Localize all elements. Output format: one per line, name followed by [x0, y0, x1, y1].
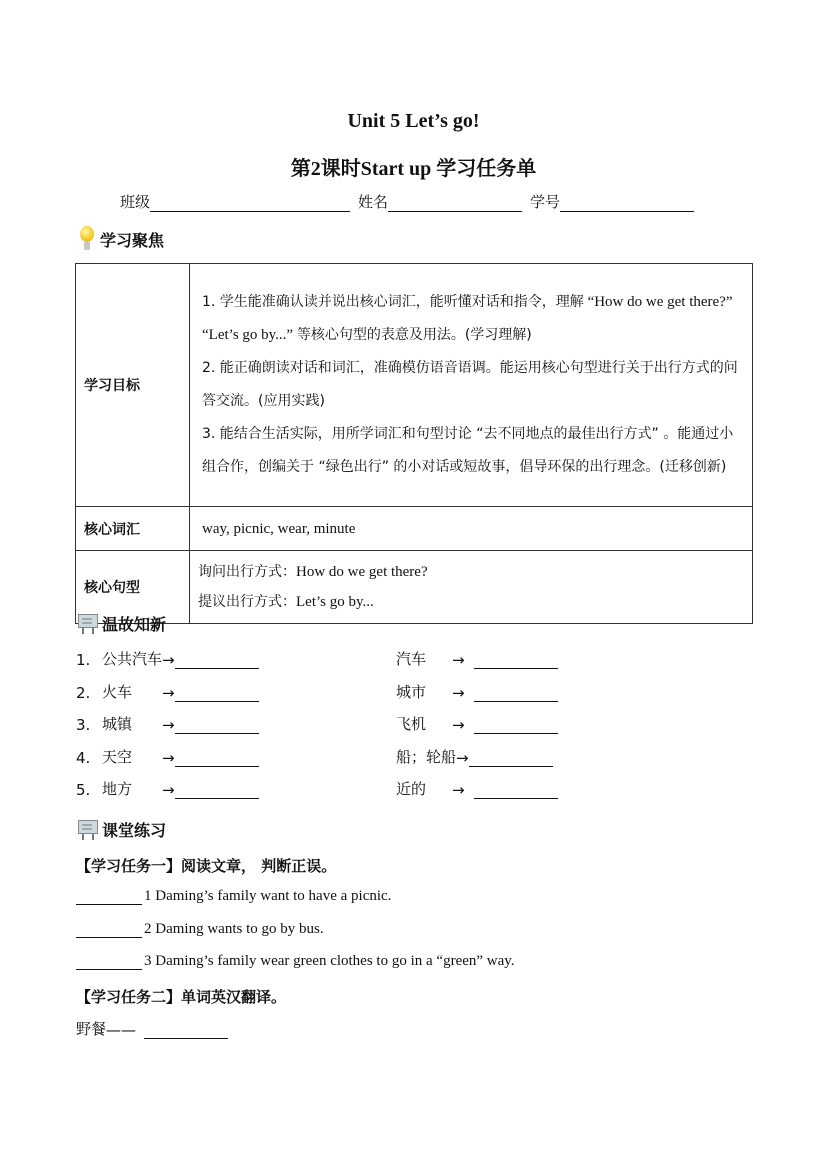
review-item: 近的 → — [396, 778, 558, 799]
blackboard-icon — [78, 614, 98, 634]
section-practice-heading — [78, 818, 166, 841]
answer-blank[interactable] — [76, 888, 142, 905]
student-info-row — [120, 191, 702, 212]
objectives-label: 学习目标 — [76, 264, 190, 507]
section-focus-heading — [78, 226, 164, 252]
name-field[interactable] — [388, 193, 522, 212]
sentence-suggest: 提议出行方式：Let’s go by... — [198, 594, 374, 610]
section-review-title: 温故知新 — [102, 615, 167, 634]
answer-blank[interactable] — [474, 652, 558, 669]
answer-blank[interactable] — [175, 717, 259, 734]
core-vocab-content: way, picnic, wear, minute — [190, 507, 753, 551]
section-review-heading — [78, 612, 166, 635]
core-sentences-label: 核心句型 — [76, 551, 190, 624]
class-field[interactable] — [150, 193, 350, 212]
worksheet-title: Unit 5 Let’s go! — [347, 110, 480, 132]
core-vocab-row — [76, 507, 753, 551]
true-false-item: 3 Daming’s family wear green clothes to go in a “green” way. — [76, 953, 515, 970]
core-vocab-label: 核心词汇 — [76, 507, 190, 551]
section-practice-title: 课堂练习 — [102, 821, 167, 840]
review-item: 汽车 → — [396, 648, 558, 669]
core-sentences-row — [76, 551, 753, 624]
objectives-content — [190, 264, 753, 507]
sentence-ask: 询问出行方式：How do we get there? — [198, 564, 428, 580]
review-item: 2. 火车 → — [76, 681, 259, 702]
translation-item: 野餐 —— — [76, 1018, 228, 1039]
answer-blank[interactable] — [175, 750, 259, 767]
lightbulb-icon — [78, 226, 96, 252]
answer-blank[interactable] — [144, 1022, 228, 1039]
blackboard-icon — [78, 820, 98, 840]
task2-title: 【学习任务二】单词英汉翻译。 — [76, 988, 287, 1006]
learning-focus-table — [75, 263, 753, 624]
review-item: 1. 公共汽车 → — [76, 648, 259, 669]
worksheet-subtitle: 第2课时Start up 学习任务单 — [290, 158, 537, 180]
answer-blank[interactable] — [474, 782, 558, 799]
answer-blank[interactable] — [474, 685, 558, 702]
review-item: 3. 城镇 → — [76, 713, 259, 734]
true-false-item: 2 Daming wants to go by bus. — [76, 921, 324, 938]
name-label: 姓名 — [358, 193, 389, 211]
task1-title: 【学习任务一】阅读文章， 判断正误。 — [76, 857, 337, 875]
objective-3: 3. 能结合生活实际，用所学词汇和句型讨论 “去不同地点的最佳出行方式” 。能通过小组合作，创编关于 “绿色出行” 的小对话或短故事，倡导环保的出行理念。(迁移创新) — [202, 426, 734, 475]
objective-2: 2. 能正确朗读对话和词汇，准确模仿语音语调。能运用核心句型进行关于出行方式的问答交流。(应用实践) — [202, 360, 738, 409]
answer-blank[interactable] — [175, 652, 259, 669]
section-focus-title: 学习聚焦 — [100, 230, 165, 250]
student-number-field[interactable] — [560, 193, 694, 212]
objective-1: 1. 学生能准确认读并说出核心词汇，能听懂对话和指令，理解 “How do we get there?” “Let’s go by...” 等核心句型的表意及用法。(学习理解) — [202, 294, 733, 343]
true-false-item: 1 Daming’s family want to have a picnic. — [76, 888, 391, 905]
review-item: 城市 → — [396, 681, 558, 702]
review-item: 4. 天空 → — [76, 746, 259, 767]
answer-blank[interactable] — [469, 750, 553, 767]
answer-blank[interactable] — [175, 782, 259, 799]
review-item: 飞机 → — [396, 713, 558, 734]
core-sentences-content — [190, 551, 753, 624]
answer-blank[interactable] — [474, 717, 558, 734]
student-number-label: 学号 — [530, 193, 561, 211]
review-item: 船；轮船 → — [396, 746, 553, 767]
answer-blank[interactable] — [76, 921, 142, 938]
class-label: 班级 — [120, 193, 151, 211]
review-item: 5. 地方 → — [76, 778, 259, 799]
objectives-row — [76, 264, 753, 507]
answer-blank[interactable] — [175, 685, 259, 702]
answer-blank[interactable] — [76, 953, 142, 970]
